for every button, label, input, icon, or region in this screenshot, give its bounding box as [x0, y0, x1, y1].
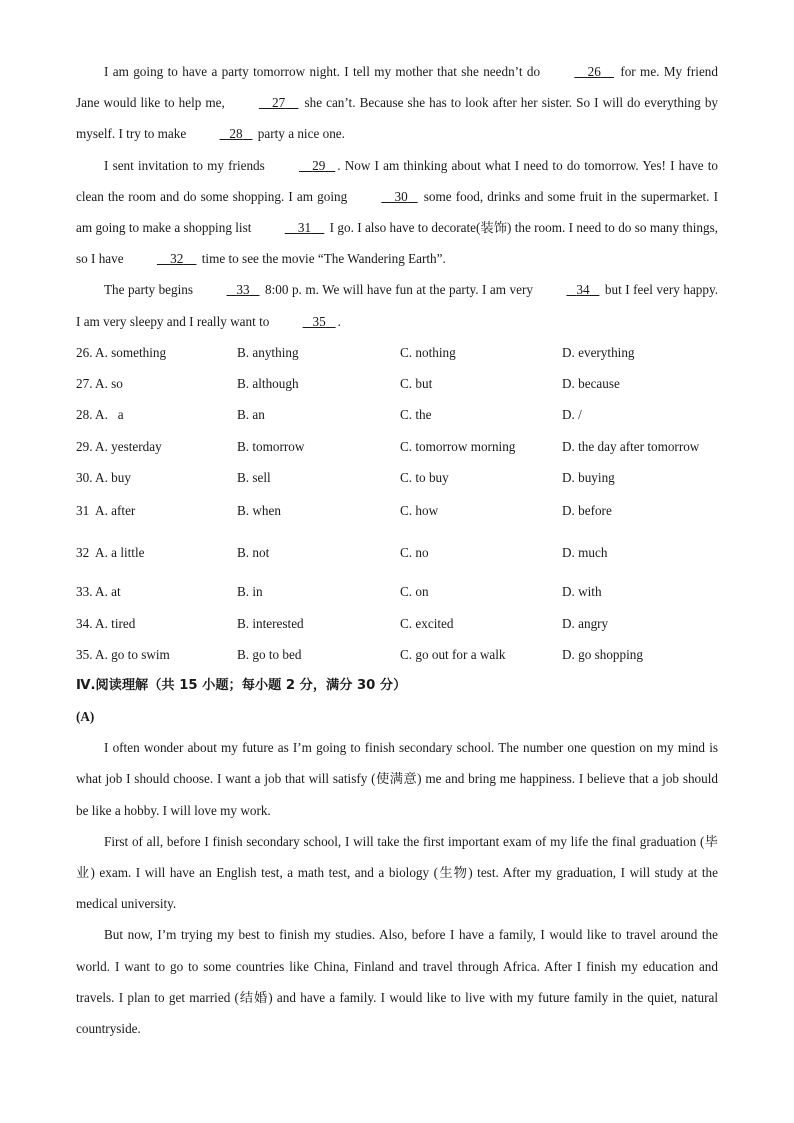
text: time to see the movie “The Wandering Earth”. — [198, 251, 446, 267]
option-c: C. how — [400, 503, 439, 519]
option-d: D. buying — [562, 470, 615, 486]
cloze-paragraph-2 — [76, 150, 718, 275]
option-row-29 — [76, 431, 718, 462]
text: The party begins — [104, 282, 197, 298]
blank-31: 31 — [297, 220, 312, 236]
option-b: B. tomorrow — [237, 438, 305, 454]
text: she can’t. Because she has to look after her sister. So I will do everything by myself. I try to make — [76, 95, 719, 142]
blank-28: 28 — [229, 126, 243, 142]
option-d: D. because — [562, 376, 620, 392]
text: for me. My friend Jane would like to help me, — [76, 64, 718, 111]
option-d: D. go shopping — [562, 646, 643, 662]
option-row-35 — [76, 639, 718, 670]
text: I go. I also have to decorate(装饰) the room. I need to do so many things, so I have — [76, 220, 718, 267]
option-d: D. the day after tomorrow — [562, 438, 700, 454]
option-a: 33. A. at — [76, 584, 121, 600]
option-row-34 — [76, 608, 718, 639]
option-row-32 — [76, 535, 718, 577]
option-c: C. tomorrow morning — [400, 438, 516, 454]
option-b: B. anything — [237, 344, 299, 360]
option-d: D. / — [562, 407, 582, 423]
blank-29: 29 — [312, 157, 326, 173]
blank-34: 34 — [576, 282, 590, 298]
option-c: C. go out for a walk — [400, 646, 506, 662]
text: I sent invitation to my friends — [104, 157, 269, 173]
blank-32: 32 — [170, 251, 184, 267]
text: but I feel very happy. I am very sleepy and I really want to — [76, 282, 719, 329]
option-a: 32 A. a little — [76, 544, 145, 560]
option-d: D. angry — [562, 615, 609, 631]
option-b: B. not — [237, 544, 270, 560]
option-a: 28. A. a — [76, 407, 124, 423]
option-c: C. to buy — [400, 470, 449, 486]
option-c: C. no — [400, 544, 429, 560]
option-b: B. sell — [237, 470, 271, 486]
option-d: D. before — [562, 503, 612, 519]
option-a: 26. A. something — [76, 344, 167, 360]
option-c: C. nothing — [400, 344, 456, 360]
section-heading: Ⅳ.阅读理解（共 15 小题；每小题 2 分，满分 30 分） — [76, 678, 407, 694]
option-d: D. with — [562, 584, 602, 600]
option-c: C. excited — [400, 615, 454, 631]
option-a: 30. A. buy — [76, 470, 131, 486]
reading-paragraph-3: But now, I’m trying my best to finish my studies. Also, before I have a family, I would like to travel around the world. I want to go to some countries like China, Finland and travel through Africa. After I finish my education and travels. I plan to get married (结婚) and have a family. I would like to live with my future family in the quiet, natural countryside. — [76, 927, 718, 1037]
text: some food, drinks and some fruit in the supermarket. I am going to make a shopping list — [76, 188, 719, 236]
option-b: B. an — [237, 407, 265, 423]
option-row-31 — [76, 493, 718, 535]
option-row-27 — [76, 368, 718, 399]
option-c: C. the — [400, 407, 432, 423]
cloze-paragraph-1 — [76, 56, 718, 150]
text: party a nice one. — [254, 126, 345, 142]
option-row-33 — [76, 576, 718, 607]
cloze-paragraph-3 — [76, 274, 718, 336]
option-c: C. on — [400, 584, 429, 600]
option-b: B. when — [237, 503, 281, 519]
text: I am going to have a party tomorrow night. I tell my mother that she needn’t do — [104, 64, 545, 79]
reading-paragraph-2: First of all, before I finish secondary school, I will take the first important exam of my life the final graduation (毕业) exam. I will have an English test, a math test, and a biology (生物) test. After my graduation, I will study at the medical university. — [76, 833, 718, 912]
option-row-26 — [76, 337, 718, 368]
option-b: B. interested — [237, 615, 304, 631]
blank-35: 35 — [312, 313, 326, 329]
blank-33: 33 — [236, 282, 250, 298]
option-b: B. go to bed — [237, 646, 302, 662]
option-row-30 — [76, 462, 718, 493]
option-a: 29. A. yesterday — [76, 438, 162, 454]
option-a: 34. A. tired — [76, 615, 136, 631]
passage-label: (A) — [76, 709, 95, 725]
text: . Now I am thinking about what I need to do tomorrow. Yes! I have to clean the room and do some shopping. I am going — [76, 157, 718, 204]
blank-26: 26 — [587, 64, 601, 79]
option-a: 27. A. so — [76, 376, 123, 392]
option-a: 31 A. after — [76, 503, 136, 519]
text: 8:00 p. m. We will have fun at the party. I am very — [261, 282, 537, 298]
reading-paragraph-1: I often wonder about my future as I’m going to finish secondary school. The number one question on my mind is what job I should choose. I want a job that will satisfy (使满意) me and bring me happiness. I believe that a job should be like a hobby. I will love my work. — [76, 740, 718, 818]
document-page — [76, 56, 718, 1044]
option-row-28 — [76, 399, 718, 430]
option-b: B. in — [237, 584, 263, 600]
blank-30: 30 — [394, 188, 408, 204]
answer-options — [76, 337, 718, 670]
option-d: D. everything — [562, 344, 635, 360]
blank-27: 27 — [272, 95, 286, 111]
text: . — [337, 313, 341, 329]
option-c: C. but — [400, 376, 433, 392]
option-b: B. although — [237, 376, 299, 392]
option-d: D. much — [562, 544, 608, 560]
option-a: 35. A. go to swim — [76, 646, 170, 662]
